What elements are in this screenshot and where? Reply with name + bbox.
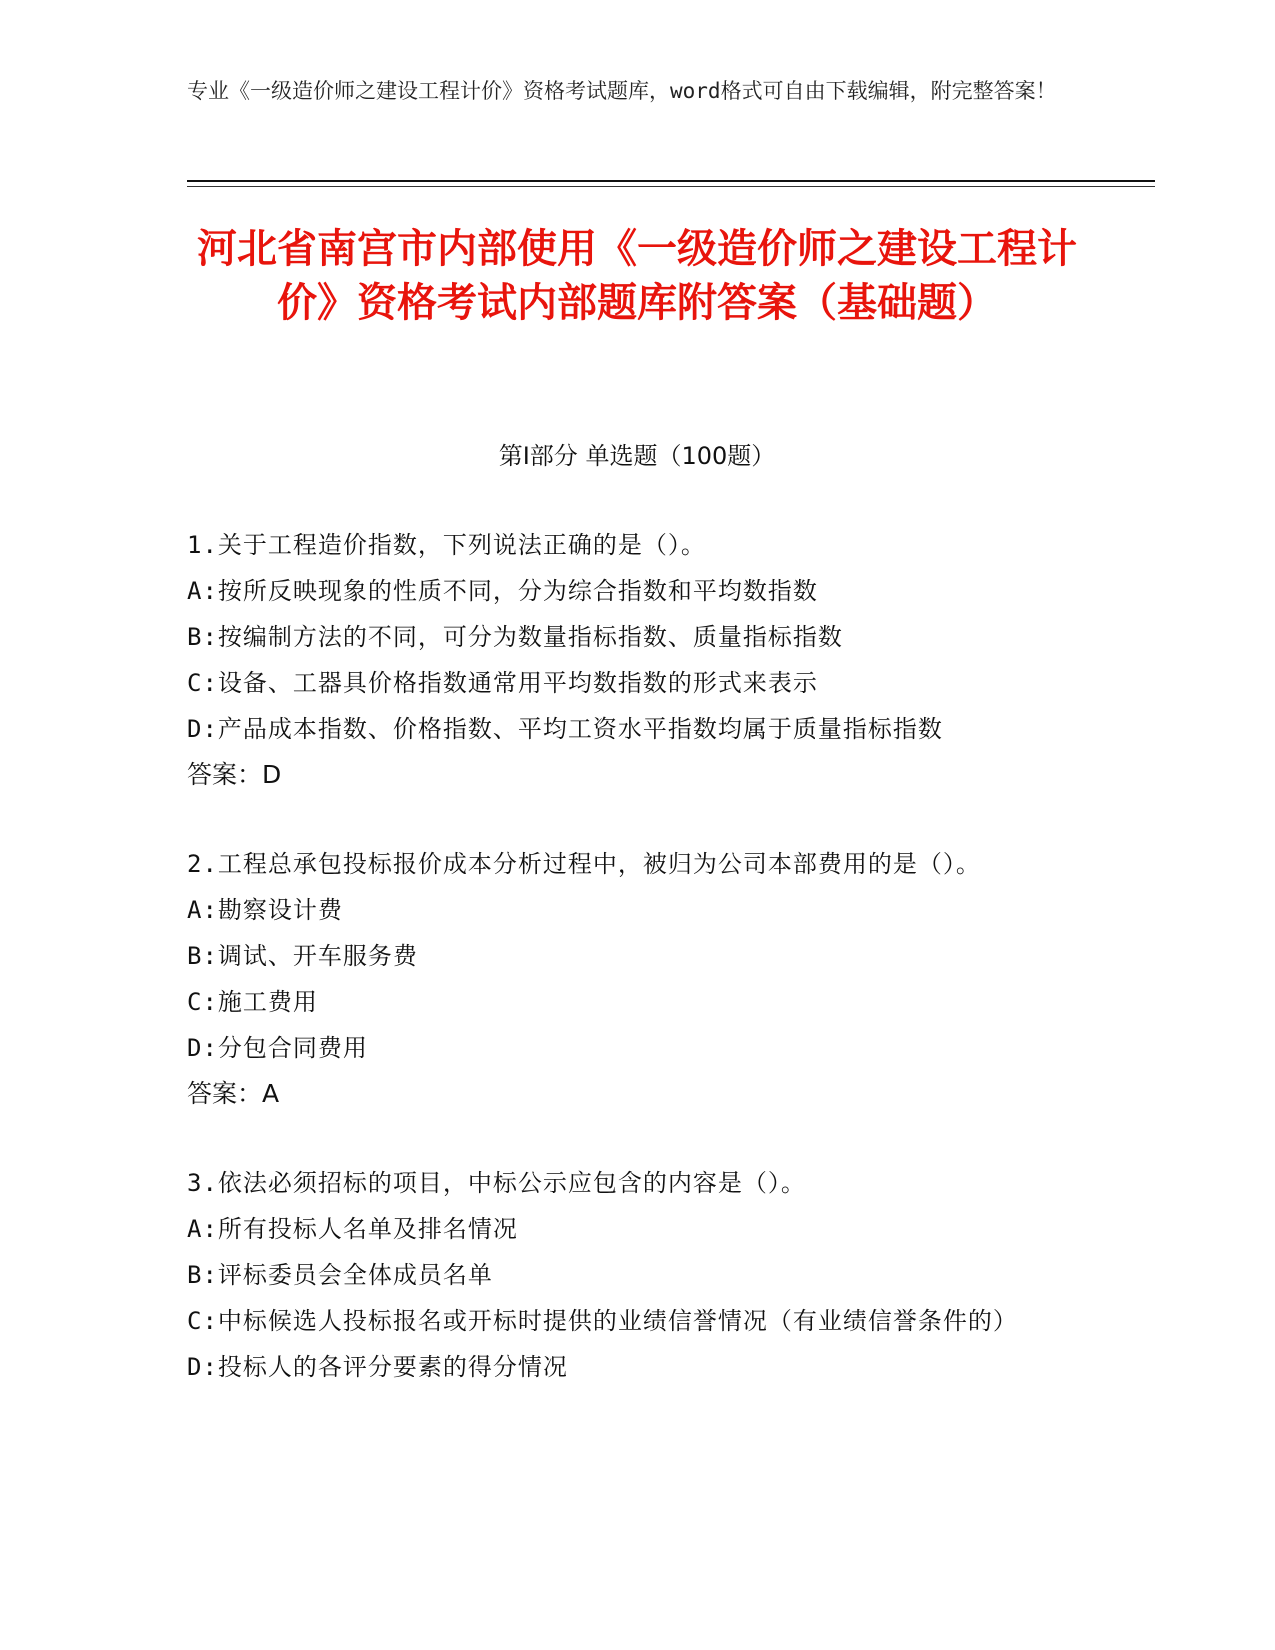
option-a: A:按所反映现象的性质不同，分为综合指数和平均数指数	[187, 577, 818, 605]
option-d: D:投标人的各评分要素的得分情况	[187, 1353, 568, 1381]
option-c: C:设备、工器具价格指数通常用平均数指数的形式来表示	[187, 669, 818, 697]
header-divider-thin	[187, 186, 1155, 187]
answer-line: 答案：A	[187, 1079, 280, 1108]
question-stem: 1.关于工程造价指数，下列说法正确的是（）。	[187, 531, 706, 559]
option-d: D:分包合同费用	[187, 1034, 368, 1062]
header-divider-thick	[187, 180, 1155, 182]
question-list	[187, 522, 1067, 1433]
option-a: A:所有投标人名单及排名情况	[187, 1215, 518, 1243]
option-b: B:调试、开车服务费	[187, 942, 418, 970]
question-item	[187, 841, 1067, 1117]
answer-line: 答案：D	[187, 760, 282, 789]
option-c: C:施工费用	[187, 988, 318, 1016]
header-note: 专业《一级造价师之建设工程计价》资格考试题库，word格式可自由下载编辑，附完整答案！	[187, 79, 1057, 103]
document-title: 河北省南宫市内部使用《一级造价师之建设工程计价》资格考试内部题库附答案（基础题）	[197, 226, 1077, 326]
question-item	[187, 522, 1067, 798]
section-title: 第I部分 单选题（100题）	[498, 442, 776, 470]
option-d: D:产品成本指数、价格指数、平均工资水平指数均属于质量指标指数	[187, 715, 943, 743]
option-c: C:中标候选人投标报名或开标时提供的业绩信誉情况（有业绩信誉条件的）	[187, 1307, 1018, 1335]
question-stem: 2.工程总承包投标报价成本分析过程中，被归为公司本部费用的是（）。	[187, 850, 981, 878]
question-stem: 3.依法必须招标的项目，中标公示应包含的内容是（）。	[187, 1169, 806, 1197]
option-a: A:勘察设计费	[187, 896, 343, 924]
question-item	[187, 1160, 1067, 1390]
option-b: B:按编制方法的不同，可分为数量指标指数、质量指标指数	[187, 623, 843, 651]
option-b: B:评标委员会全体成员名单	[187, 1261, 493, 1289]
